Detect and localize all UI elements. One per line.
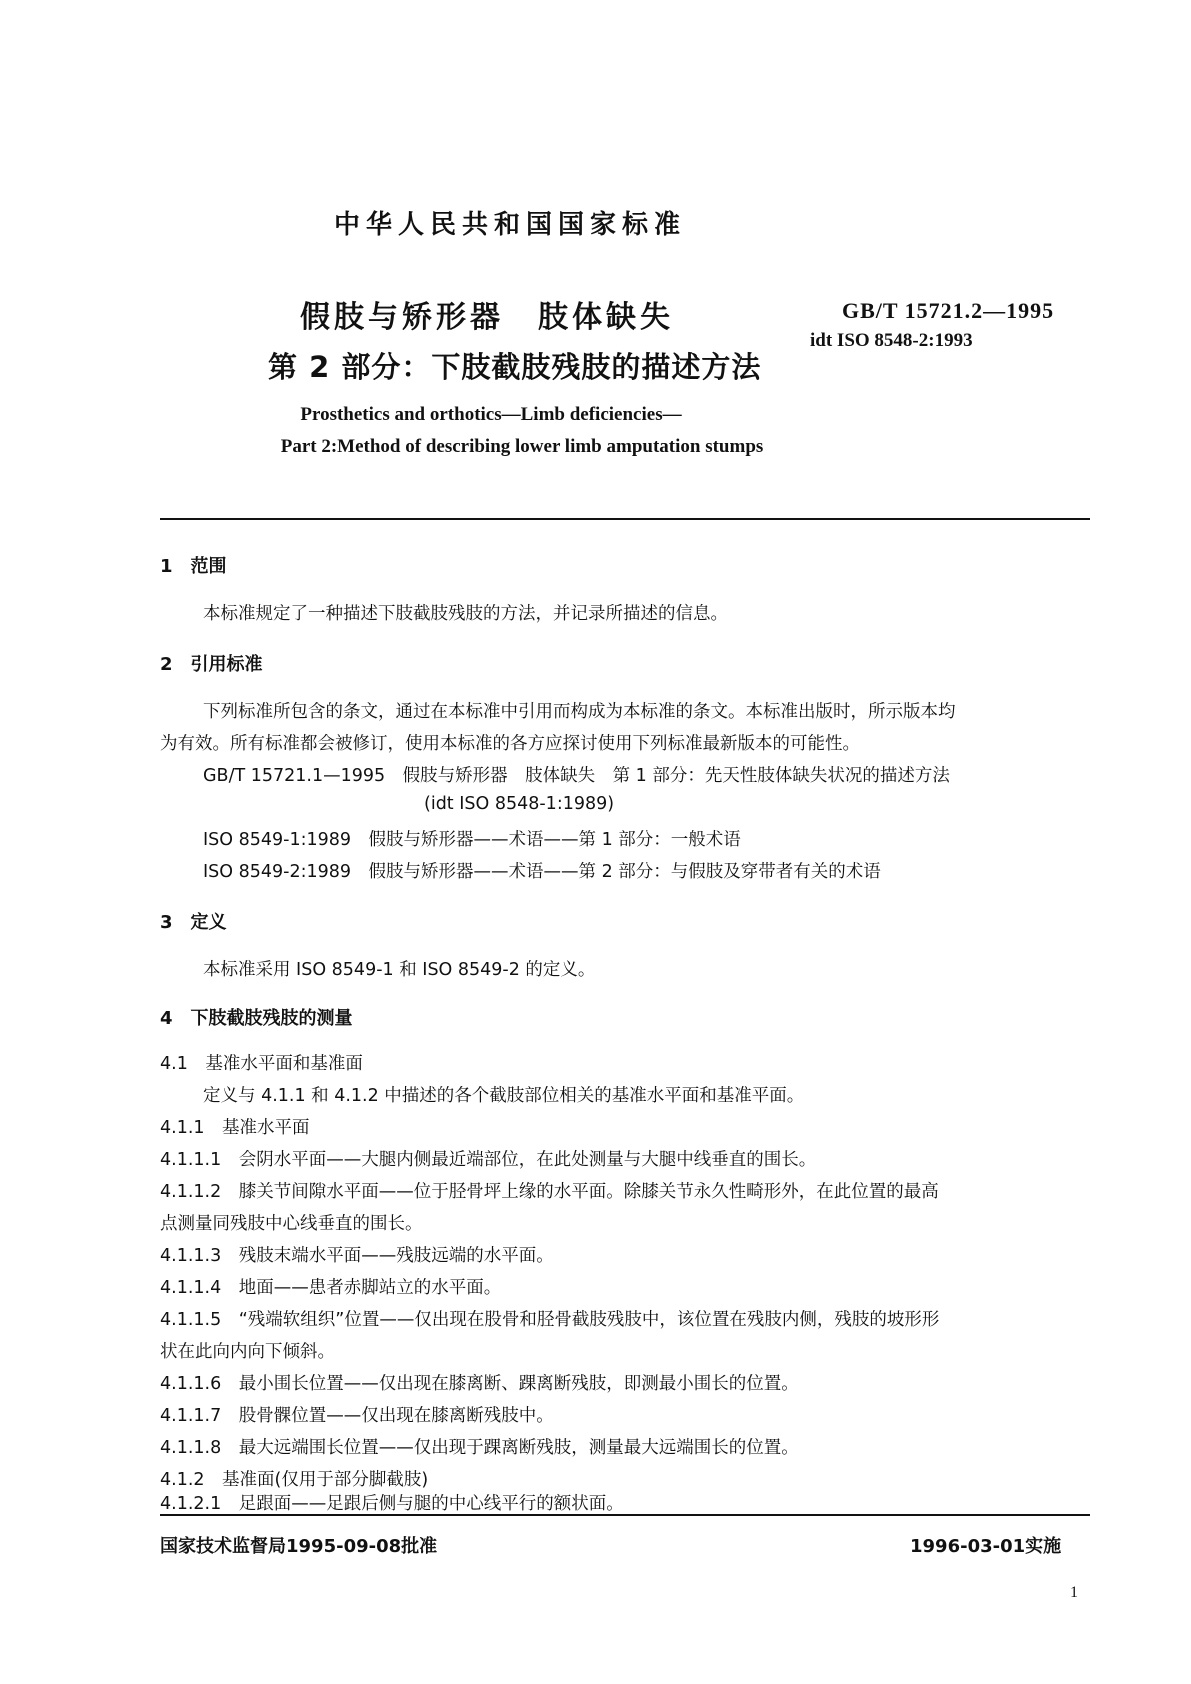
page-number: 1 [1070,1584,1078,1601]
implementation-date: 1996-03-01实施 [910,1536,1062,1557]
clause-4-1: 4.1 基准水平面和基准面 [160,1054,363,1074]
section-2-text-line-1: 下列标准所包含的条文，通过在本标准中引用而构成为本标准的条文。本标准出版时，所示版本均 [203,702,956,722]
clause-4-1-1-5-line-1: 4.1.1.5 “残端软组织”位置——仅出现在股骨和胫骨截肢残肢中，该位置在残肢内侧，残肢的坡形形 [160,1310,940,1330]
section-2-text-line-2: 为有效。所有标准都会被修订，使用本标准的各方应探讨使用下列标准最新版本的可能性。 [160,734,860,754]
reference-gbt-15721-1-idt: (idt ISO 8548-1:1989) [424,794,615,814]
clause-4-1-1-1: 4.1.1.1 会阴水平面——大腿内侧最近端部位，在此处测量与大腿中线垂直的围长。 [160,1150,817,1170]
title-line-1: 假肢与矫形器 肢体缺失 [300,300,674,335]
clause-4-1-1-7: 4.1.1.7 股骨髁位置——仅出现在膝离断残肢中。 [160,1406,554,1426]
reference-iso-8549-1: ISO 8549-1:1989 假肢与矫形器——术语——第 1 部分：一般术语 [203,830,741,850]
clause-4-1-1-8: 4.1.1.8 最大远端围长位置——仅出现于踝离断残肢，测量最大远端围长的位置。 [160,1438,799,1458]
top-divider [160,518,1090,520]
bottom-divider [160,1514,1090,1516]
reference-gbt-15721-1: GB/T 15721.1—1995 假肢与矫形器 肢体缺失 第 1 部分：先天性肢体缺失状况的描述方法 [203,766,950,786]
section-3-text: 本标准采用 ISO 8549-1 和 ISO 8549-2 的定义。 [203,960,596,980]
section-1-heading: 1 范围 [160,556,227,577]
clause-4-1-2: 4.1.2 基准面(仅用于部分脚截肢) [160,1470,429,1490]
clause-4-1-1-4: 4.1.1.4 地面——患者赤脚站立的水平面。 [160,1278,502,1298]
english-title-line-2: Part 2:Method of describing lower limb amputation stumps [280,436,764,457]
clause-4-1-1-6: 4.1.1.6 最小围长位置——仅出现在膝离断、踝离断残肢，即测最小围长的位置。 [160,1374,799,1394]
section-4-heading: 4 下肢截肢残肢的测量 [160,1008,353,1029]
reference-iso-8549-2: ISO 8549-2:1989 假肢与矫形器——术语——第 2 部分：与假肢及穿带者有关的术语 [203,862,881,882]
clause-4-1-1-2-line-1: 4.1.1.2 膝关节间隙水平面——位于胫骨坪上缘的水平面。除膝关节永久性畸形外，在此位置的最高 [160,1182,939,1202]
section-3-heading: 3 定义 [160,912,227,933]
clause-4-1-1-5-line-2: 状在此向内向下倾斜。 [160,1342,335,1362]
clause-4-1-text: 定义与 4.1.1 和 4.1.2 中描述的各个截肢部位相关的基准水平面和基准平面。 [203,1086,805,1106]
clause-4-1-1-3: 4.1.1.3 残肢末端水平面——残肢远端的水平面。 [160,1246,554,1266]
clause-4-1-1-2-line-2: 点测量同残肢中心线垂直的围长。 [160,1214,423,1234]
english-title-line-1: Prosthetics and orthotics—Limb deficiencies— [300,404,682,425]
idt-reference: idt ISO 8548-2:1993 [810,330,973,351]
clause-4-1-2-1: 4.1.2.1 足跟面——足跟后侧与腿的中心线平行的额状面。 [160,1494,624,1514]
national-standard-heading: 中华人民共和国国家标准 [333,210,686,240]
title-line-2: 第 2 部分：下肢截肢残肢的描述方法 [268,350,762,384]
approval-date: 国家技术监督局1995-09-08批准 [160,1536,438,1557]
clause-4-1-1: 4.1.1 基准水平面 [160,1118,310,1138]
standard-number: GB/T 15721.2—1995 [842,298,1055,323]
section-1-text: 本标准规定了一种描述下肢截肢残肢的方法，并记录所描述的信息。 [203,604,728,624]
section-2-heading: 2 引用标准 [160,654,263,675]
